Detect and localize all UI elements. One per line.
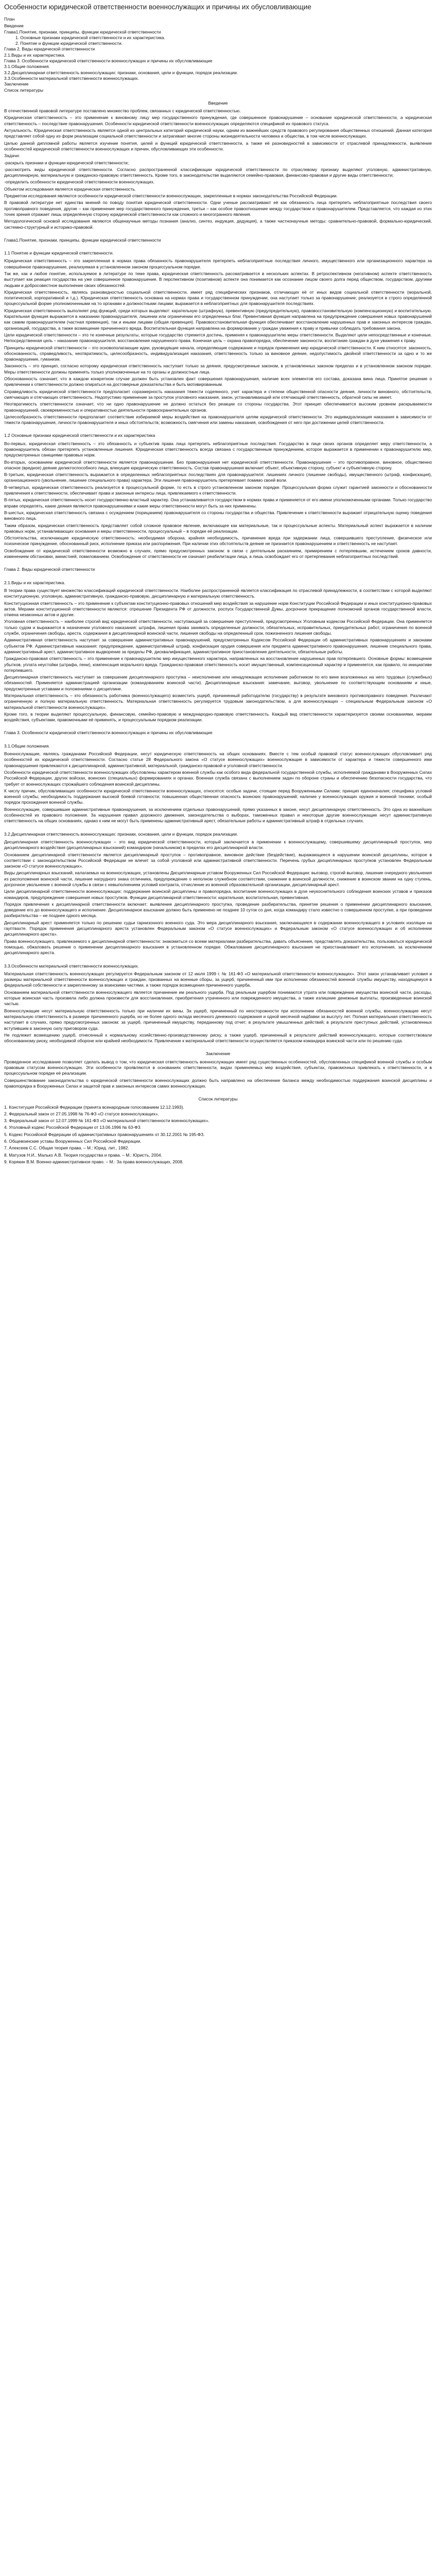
paragraph: К числу причин, обусловливающих особенности юридической ответственности военнослужащих, относятся: особые задачи, стоящие перед Вооруженными Силами; принцип единоначалия; специфика условий военной службы; необходимость поддержания высокой боевой готовности; повышенная общественная опасность воинских правонарушений; наличие у военнослужащих оружия и военной техники; особый порядок прохождения военной службы.: [4, 788, 432, 805]
section-title: 1.1 Понятие и функции юридической ответственности.: [4, 250, 114, 256]
paragraph: Конституционная ответственность – это применение к субъектам конституционно-правовых отношений мер воздействия за нарушение норм Конституции Российской Федерации и иных конституционно-правовых актов. Мерами конституционной ответственности являются: отрешение Президента РФ от должности, роспуск Государственной Думы, досрочное прекращение полномочий органов государственной власти, отмена незаконных актов и другие.: [4, 600, 432, 618]
document-title: Особенности юридической ответственности военнослужащих и причины их обусловливающие: [4, 3, 311, 11]
paragraph: Обстоятельства, исключающие юридическую ответственность: необходимая оборона, крайняя необходимость, причинение вреда при задержании лица, совершившего преступление, физическое или психическое принуждение, обоснованный риск, исполнение приказа или распоряжения. При наличии этих обстоятельств деяние не признается правонарушением и ответственность не наступает.: [4, 535, 432, 547]
paragraph: Неотвратимость ответственности означает, что ни одно правонарушение не должно остаться без реакции со стороны государства. Этот принцип обеспечивается высоким уровнем раскрываемости правонарушений, своевременностью и оперативностью деятельности правоохранительных органов.: [4, 401, 432, 413]
section: [4, 238, 432, 243]
paragraph: -раскрыть признаки и функции юридической ответственности;: [4, 160, 129, 165]
paragraph: Административная ответственность наступает за совершение административных правонарушений, предусмотренных Кодексом Российской Федерации об административных правонарушениях и законами субъектов РФ. Административные наказания: предупреждение, административный штраф, конфискация орудия совершения или предмета административного правонарушения, лишение специального права, административный арест, административное выдворение за пределы РФ, дисквалификация, административное приостановление деятельности, обязательные работы.: [4, 637, 432, 654]
paragraph: Целью данной дипломной работы является изучение понятия, целей и функций юридической ответственности, а также её разновидностей в зависимости от отраслевой принадлежности, выявление особенностей юридической ответственности военнослужащих и причин, обусловливающих эти особенности.: [4, 140, 432, 151]
toc-item: Глава1.Понятие, признаки, принципы, функции юридической ответственности: [4, 29, 161, 35]
paragraph: Во-первых, юридическая ответственность – это обязанность и субъектив права лица претерпеть неблагоприятные последствия. Государство в лице своих органов определяет меру ответственности, а правонарушитель обязан претерпеть установленные лишения. Юридическая ответственность всегда связана с государственным принуждением, которое выражается в применении к правонарушителю мер, предусмотренных санкциями правовых норм.: [4, 440, 432, 458]
paragraph: Законность – это принцип, согласно которому юридическая ответственность наступает только за деяния, предусмотренные законом, в установленных законом пределах и в установленном законом порядке. Меры ответственности должны применять только уполномоченные на то органы и должностные лица.: [4, 363, 432, 375]
paragraph: Порядок привлечения к дисциплинарной ответственности включает: выявление дисциплинарного проступка, проведение разбирательства, принятие решения о применении дисциплинарного взыскания, доведение его до военнослужащего и исполнение. Дисциплинарное взыскание должно быть применено не позднее 10 суток со дня, когда командиру стало известно о совершенном проступке, а при проведении разбирательства – не позднее одного месяца.: [4, 901, 432, 919]
section-title: 2.1.Виды и их характеристика.: [4, 580, 65, 585]
paragraph: Обоснованность означает, что в каждом конкретном случае должен быть установлен факт совершения правонарушения, наличие всех элементов его состава, доказана вина лица. Принятое решение о привлечении к ответственности должно опираться на достоверные доказательства и быть мотивированным.: [4, 376, 432, 387]
section-title: Глава 2. Виды юридической ответственности: [4, 567, 95, 572]
section: [4, 1051, 432, 1089]
section-title: 3.3.Особенности материальной ответственности военнослужащих.: [4, 963, 139, 969]
toc-item: 2. Понятие и функции юридической ответственности.: [15, 41, 123, 46]
paragraph: Особенности юридической ответственности военнослужащих обусловлены характером военной службы как особого вида федеральной государственной службы, исполняемой гражданами в Вооруженных Силах Российской Федерации, других войсках, воинских (специальных) формированиях и органах. Военная служба связана с выполнением задач по обороне страны и обеспечению безопасности государства, что требует от военнослужащих строжайшего соблюдения воинской дисциплины.: [4, 769, 432, 787]
toc-item: 3.3.Особенности материальной ответственности военнослужащих.: [4, 75, 139, 81]
section-title: 3.2.Дисциплинарная ответственность военнослужащих: признаки, основания, цели и функции, порядок реализации.: [4, 831, 238, 837]
paragraph: Гражданско-правовая ответственность – это применение к правонарушителю мер имущественного характера, направленных на восстановление нарушенных прав потерпевшего. Основные формы: возмещение убытков, уплата неустойки (штрафа, пени), компенсация морального вреда. Гражданско-правовая ответственность носит имущественный, компенсационный характер и применяется, как правило, по инициативе потерпевшего.: [4, 656, 432, 673]
paragraph: Материальная ответственность – это обязанность работника (военнослужащего) возместить ущерб, причиненный работодателю (государству) в результате виновного противоправного поведения. Различают ограниченную и полную материальную ответственность. Материальная ответственность регулируется трудовым законодательством, а для военнослужащих – специальным Федеральным законом «О материальной ответственности военнослужащих».: [4, 692, 432, 710]
paragraph: 3. Федеральный закон от 12.07.1999 № 161-ФЗ «О материальной ответственности военнослужащих».: [4, 1118, 210, 1124]
paragraph: Юридическая ответственность – это применение к виновному лицу мер государственного принуждения, где совершенное правонарушение – основание юридической ответственности, а юридическая ответственность – последствие правонарушения. Особенности юридической ответственности военнослужащих определяются спецификой их правового статуса.: [4, 115, 432, 126]
section: [4, 963, 432, 1044]
section: [4, 433, 432, 560]
paragraph: Основанием дисциплинарной ответственности является дисциплинарный проступок – противоправное, виновное действие (бездействие), выражающееся в нарушении воинской дисциплины, которое в соответствии с законодательством Российской Федерации не влечет за собой уголовной или административной ответственности. Перечень грубых дисциплинарных проступков установлен Федеральным законом «О статусе военнослужащих».: [4, 852, 432, 869]
paragraph: Задачи:: [4, 153, 20, 159]
toc-item: Глава 3. Особенности юридической ответственности военнослужащих и причины их обусловливающие: [4, 58, 213, 64]
paragraph: Юридическая ответственность – это закрепленная в нормах права обязанность правонарушителя претерпеть неблагоприятные последствия личного, имущественного или организационного характера за совершённое правонарушение, реализуемая в установленном законом процессуальном порядке.: [4, 258, 432, 269]
section: [4, 250, 432, 426]
toc-item: 3.2.Дисциплинарная ответственность военнослужащих: признаки, основания, цели и функции, порядок реализации.: [4, 70, 238, 75]
paragraph: Цели юридической ответственности – это те конечные результаты, которые государство стремится достичь, применяя к правонарушителю меры ответственности. Выделяют цели непосредственные и конечные. Непосредственная цель – наказание правонарушителя, восстановление нарушенного права. Конечная цель – охрана правопорядка, обеспечение законности, воспитание граждан в духе уважения к праву.: [4, 332, 432, 344]
paragraph: Кроме того, в теории выделяют процессуальную, финансовую, семейно-правовую и международно-правовую ответственность. Каждый вид ответственности характеризуется своими основаниями, мерами воздействия, субъектами, правомочными её применять, и процессуальным порядком реализации.: [4, 711, 432, 723]
paragraph: Актуальность. Юридическая ответственность является одной из центральных категорий юридической науки, одним из важнейших средств правового регулирования общественных отношений. Данная категория представляет собой одну из форм реализации социальной ответственности и затрагивает многие стороны жизнедеятельности человека и общества, в том числе военнослужащих.: [4, 128, 432, 139]
paragraph: Дисциплинарная ответственность военнослужащих – это вид юридической ответственности, который заключается в применении к военнослужащему, совершившему дисциплинарный проступок, мер дисциплинарного воздействия (дисциплинарных взысканий) командиром (начальником) в пределах его дисциплинарной власти.: [4, 839, 432, 851]
paragraph: Военнослужащие, являясь гражданами Российской Федерации, несут юридическую ответственность на общих основаниях. Вместе с тем особый правовой статус военнослужащих обусловливает ряд особенностей их юридической ответственности. Согласно статье 28 Федерального закона «О статусе военнослужащих» военнослужащие в зависимости от характера и тяжести совершенного ими правонарушения привлекаются к дисциплинарной, административной, материальной, гражданско-правовой и уголовной ответственности.: [4, 751, 432, 768]
section-title: Глава1.Понятие, признаки, принципы, функции юридической ответственности: [4, 237, 161, 243]
paragraph: Объектом исследования является юридическая ответственность.: [4, 186, 136, 192]
section-title: Глава 3. Особенности юридической ответственности военнослужащих и причины их обусловливающие: [4, 730, 213, 736]
section-title: 1.2 Основные признаки юридической ответственности и их характеристика: [4, 433, 155, 438]
toc-item: 2.1.Виды и их характеристика.: [4, 52, 65, 58]
paragraph: Проведенное исследование позволяет сделать вывод о том, что юридическая ответственность военнослужащих имеет ряд существенных особенностей, обусловленных спецификой военной службы и особым правовым статусом военнослужащих. Эти особенности проявляются в основаниях ответственности, видах применяемых мер воздействия, субъектах, правомочных привлекать к ответственности, и в процессуальном порядке её реализации.: [4, 1059, 432, 1076]
paragraph: Таким образом, юридическая ответственность представляет собой сложное правовое явление, включающее как материальные, так и процессуальные аспекты. Материальный аспект выражается в наличии правовых норм, устанавливающих основания и меры ответственности, процессуальный – в порядке её реализации.: [4, 522, 432, 534]
paragraph: Дисциплинарный арест применяется только по решению судьи гарнизонного военного суда. Это мера дисциплинарного взыскания, заключающаяся в содержании военнослужащего в условиях изоляции на гауптвахте. Порядок применения дисциплинарного ареста установлен Федеральным законом «О статусе военнослужащих» и Федеральным законом «О статусе военнослужащих и об исполнении дисциплинарного ареста».: [4, 920, 432, 937]
section-title: Заключение: [205, 1051, 231, 1057]
paragraph: В правовой литературе нет единства мнений по поводу понятия юридической ответственности. Одни ученые рассматривают её как обязанность лица претерпеть неблагоприятные последствия своего противоправного поведения, другие – как применение мер государственного принуждения, третьи – как особое правоотношение между государством и правонарушителем. Представляется, что каждая из этих точек зрения отражает лишь определённую сторону юридической ответственности как сложного и многогранного явления.: [4, 200, 432, 217]
toc-item: 3.1.Общие положения.: [4, 64, 50, 70]
section: [4, 832, 432, 956]
paragraph: Юридическая ответственность выполняет ряд функций, среди которых выделяют: карательную (штрафную), превентивную (предупредительную), правовосстановительную (компенсационную) и воспитательную. Карательная функция выражается в наказании правонарушителя, лишении или ограничении его определенных благ. Превентивная функция направлена на предупреждение совершения новых правонарушений как самим правонарушителем (частная превенция), так и иными лицами (общая превенция). Правовосстановительная функция обеспечивает восстановление нарушенных прав и законных интересов граждан, организаций, государства, а также возмещение причиненного вреда. Воспитательная функция направлена на формирование у граждан уважения к праву и привычки соблюдать требования закона.: [4, 308, 432, 331]
paragraph: 2. Федеральный закон от 27.05.1998 № 76-ФЗ «О статусе военнослужащих».: [4, 1111, 159, 1116]
paragraph: 1. Конституция Российской Федерации (принята всенародным голосованием 12.12.1993).: [4, 1104, 184, 1110]
paragraph: 5. Кодекс Российской Федерации об административных правонарушениях от 30.12.2001 № 195-ФЗ.: [4, 1131, 205, 1137]
section: [4, 730, 432, 736]
table-of-contents: [4, 16, 432, 93]
paragraph: 7. Алексеев С.С. Общая теория права. – М.: Юрид. лит., 1982.: [4, 1145, 129, 1151]
paragraph: В теории права существует множество классификаций юридической ответственности. Наиболее распространенной является классификация по отраслевой принадлежности, в соответствии с которой выделяют конституционную, уголовную, административную, гражданско-правовую, дисциплинарную и материальную ответственность.: [4, 587, 432, 599]
paragraph: Не подлежит возмещению ущерб, отнесенный к нормальному хозяйственно-производственному риску, а также ущерб, причиненный в результате действий военнослужащего, которые соответствовали обоснованному риску, необходимой обороне или крайней необходимости. Привлечение к материальной ответственности осуществляется приказом командира воинской части или по решению суда.: [4, 1032, 432, 1044]
paragraph: В-шестых, юридическая ответственность связана с осуждением (порицанием) правонарушителя со стороны государства и общества. Привлечение к ответственности выражает отрицательную оценку поведения виновного лица.: [4, 510, 432, 521]
toc-item: 1. Основные признаки юридической ответственности и их характеристика.: [15, 35, 165, 40]
paragraph: Предметом исследования являются особенности юридической ответственности военнослужащих, закрепленные в нормах законодательства Российской Федерации.: [4, 193, 338, 199]
paragraph: 6. Общевоинские уставы Вооруженных Сил Российской Федерации.: [4, 1138, 142, 1144]
section: [4, 100, 432, 230]
paragraph: 4. Уголовный кодекс Российской Федерации от 13.06.1996 № 63-ФЗ.: [4, 1125, 142, 1130]
paragraph: Методологической основой исследования являются общенаучные методы познания (анализ, синтез, индукция, дедукция), а также частнонаучные методы: сравнительно-правовой, формально-юридический, системно-структурный и историко-правовой.: [4, 218, 432, 230]
document-body: [4, 100, 432, 1165]
section-title: 3.1.Общие положения.: [4, 743, 50, 749]
paragraph: Права военнослужащего, привлекаемого к дисциплинарной ответственности: знакомиться со всеми материалами разбирательства, давать объяснения, представлять доказательства, пользоваться юридической помощью, обжаловать решение о применении дисциплинарного взыскания в установленном порядке. Обжалование дисциплинарного взыскания не приостанавливает его исполнения, за исключением дисциплинарного ареста.: [4, 938, 432, 956]
paragraph: Цели дисциплинарной ответственности военнослужащих: поддержание воинской дисциплины и правопорядка, воспитание военнослужащих в духе неукоснительного соблюдения воинских уставов и приказов командиров, предупреждение совершения новых проступков. Функции дисциплинарной ответственности: карательная, воспитательная, превентивная.: [4, 889, 432, 900]
paragraph: Принципы юридической ответственности – это основополагающие идеи, руководящие начала, определяющие содержание и порядок применения мер юридической ответственности. К ним относятся: законность, обоснованность, справедливость, неотвратимость, целесообразность, индивидуализация наказания, ответственность только за виновное деяние, недопустимость двойной ответственности за одно и то же правонарушение, гуманизм.: [4, 345, 432, 362]
toc-item: Список литературы: [4, 87, 43, 93]
toc-heading: План: [4, 16, 15, 22]
paragraph: Освобождение от юридической ответственности возможно в случаях, прямо предусмотренных законом: в связи с деятельным раскаянием, примирением с потерпевшим, истечением сроков давности, изменением обстановки, амнистией, помилованием. Освобождение от ответственности не означает реабилитации лица, а лишь освобождает его от претерпевания неблагоприятных последствий.: [4, 548, 432, 560]
paragraph: Основанием материальной ответственности военнослужащего является причинение им реального ущерба. Под реальным ущербом понимаются утрата или повреждение имущества воинской части, расходы, которые воинская часть произвела либо должна произвести для восстановления, приобретения утраченного или поврежденного имущества, а также излишние денежные выплаты, произведенные воинской частью.: [4, 989, 432, 1007]
paragraph: Во-вторых, основанием юридической ответственности является правонарушение. Без правонарушения нет юридической ответственности. Правонарушение – это противоправное, виновное, общественно опасное (вредное) деяние деликтоспособного лица, влекущее юридическую ответственность. Состав правонарушения включает объект, объективную сторону, субъект и субъективную сторону.: [4, 459, 432, 470]
paragraph: -определить особенности юридической ответственности военнослужащих.: [4, 179, 155, 185]
document-page: [0, 0, 436, 1171]
paragraph: Материальная ответственность военнослужащих регулируется Федеральным законом от 12 июля 1999 г. № 161-ФЗ «О материальной ответственности военнослужащих». Этот закон устанавливает условия и размеры материальной ответственности военнослужащих и граждан, призванных на военные сборы, за ущерб, причиненный ими при исполнении обязанностей военной службы имуществу, находящемуся в федеральной собственности и закрепленному за воинскими частями, а также порядок возмещения причиненного ущерба.: [4, 971, 432, 988]
paragraph: Справедливость юридической ответственности предполагает соразмерность наказания тяжести содеянного, учет характера и степени общественной опасности деяния, личности виновного, обстоятельств, смягчающих и отягчающих ответственность. Недопустимо применение за проступок уголовного наказания, закон, устанавливающий или отягчающий ответственность, обратной силы не имеет.: [4, 388, 432, 400]
paragraph: В отечественной правовой литературе поставлено множество проблем, связанных с юридической ответственностью.: [4, 108, 241, 114]
paragraph: Так же, как и любое понятие, используемое в литературе по теме права, юридическая ответственность рассматривается в нескольких аспектах. В ретроспективном (негативном) аспекте ответственность выступает как реакция государства на уже совершенное правонарушение. В перспективном (позитивном) аспекте она понимается как осознание лицом своего долга перед обществом, государством, другими людьми и добросовестное выполнение своих обязанностей.: [4, 270, 432, 288]
toc-item: Введение: [4, 23, 24, 29]
paragraph: 9. Корякин В.М. Военно-административное право. – М.: За права военнослужащих, 2008.: [4, 1159, 184, 1164]
paragraph: Уголовная ответственность – наиболее строгий вид юридической ответственности, наступающий за совершение преступлений, предусмотренных Уголовным кодексом Российской Федерации. Она применяется только судом и выражается в назначении уголовного наказания: штрафа, лишения права занимать определенные должности, обязательных, исправительных, принудительных работ, ограничения по военной службе, ограничения свободы, ареста, содержания в дисциплинарной воинской части, лишения свободы на определенный срок, пожизненного лишения свободы.: [4, 619, 432, 636]
paragraph: Виды дисциплинарных взысканий, налагаемых на военнослужащих, установлены Дисциплинарным уставом Вооруженных Сил Российской Федерации: выговор, строгий выговор, лишение очередного увольнения из расположения воинской части, лишение нагрудного знака отличника, предупреждение о неполном служебном соответствии, снижение в воинской должности, снижение в воинском звании на одну ступень, досрочное увольнение с военной службы в связи с невыполнением условий контракта, отчисление из военной образовательной организации, дисциплинарный арест.: [4, 870, 432, 887]
paragraph: В-четвертых, юридическая ответственность реализуется в процессуальной форме, то есть в строго установленном законом порядке. Процессуальная форма служит гарантией законности и обоснованности привлечения к ответственности, обеспечивает права и законные интересы лица, привлекаемого к ответственности.: [4, 484, 432, 496]
section: [4, 1096, 432, 1165]
section: [4, 580, 432, 723]
paragraph: 8. Матузов Н.И., Малько А.В. Теория государства и права. – М.: Юристъ, 2004.: [4, 1152, 162, 1158]
section: [4, 743, 432, 824]
section-title: Введение: [208, 100, 228, 106]
paragraph: Военнослужащие несут материальную ответственность только при наличии их вины. За ущерб, причиненный по неосторожности при исполнении обязанностей военной службы, военнослужащие несут материальную ответственность в размере причиненного ущерба, но не более одного оклада месячного денежного содержания и одной месячной надбавки за выслугу лет. Полная материальная ответственность наступает в случаях, прямо предусмотренных законом: за ущерб, причиненный имуществу, переданному под отчет; в результате умышленных действий; в результате преступных действий, установленных вступившим в законную силу приговором суда.: [4, 1008, 432, 1031]
paragraph: Целесообразность ответственности предполагает соответствие избираемой меры воздействия на правонарушителя целям юридической ответственности. Это индивидуализация наказания в зависимости от тяжести правонарушения, личности правонарушителя и иных обстоятельств; возможность смягчения или замены наказания, освобождения от него при достижении целей ответственности.: [4, 414, 432, 426]
paragraph: В-пятых, юридическая ответственность носит государственно-властный характер. Она устанавливается государством в нормах права и применяется от его имени уполномоченными органами. Только государство вправе определять, какие деяния являются правонарушениями и какие меры ответственности могут быть за них применены.: [4, 497, 432, 509]
paragraph: Военнослужащие, совершившие административные правонарушения, за исключением отдельных правонарушений, прямо указанных в законе, несут дисциплинарную ответственность. Это одна из важнейших особенностей их правового положения. За нарушения правил дорожного движения, законодательства о выборах, таможенных правил и некоторые другие военнослужащие несут административную ответственность на общих основаниях, однако к ним не могут быть применены административный арест, обязательные работы и административный штраф в отдельных случаях.: [4, 806, 432, 824]
paragraph: Совершенствование законодательства о юридической ответственности военнослужащих должно быть направлено на обеспечение баланса между необходимостью поддержания воинской дисциплины и правопорядка в Вооруженных Силах и защитой прав и законных интересов самих военнослужащих.: [4, 1077, 432, 1089]
toc-list: [4, 23, 432, 93]
paragraph: Дисциплинарная ответственность наступает за совершение дисциплинарного проступка – неисполнение или ненадлежащее исполнение работником по его вине возложенных на него трудовых (служебных) обязанностей. Применяется администрацией организации (командованием воинской части). Дисциплинарные взыскания: замечание, выговор, увольнение по соответствующим основаниям и иные, предусмотренные уставами и положениями о дисциплине.: [4, 674, 432, 691]
toc-item: Заключение: [4, 81, 29, 87]
paragraph: -рассмотреть виды юридической ответственности. Согласно распространенной классификации юридической ответственности по отраслевому признаку выделяют уголовную, административную, дисциплинарную, материальную и гражданско-правовую ответственность. Кроме того, в законодательстве выделяются семейно-правовая, финансово-правовая и другие виды ответственности;: [4, 166, 432, 178]
paragraph: Юридическая ответственность, являясь разновидностью социальной ответственности, имеет ряд специфических признаков, отличающих её от иных видов социальной ответственности (моральной, политической, корпоративной и т.д.). Юридическая ответственность основана на нормах права и государственном принуждении; она наступает только за правонарушение; реализуется в строго определенной процессуальной форме уполномоченными на то органами и должностными лицами; выражается в неблагоприятных для правонарушителя последствиях.: [4, 289, 432, 307]
section: [4, 567, 432, 572]
paragraph: В-третьих, юридическая ответственность выражается в определенных неблагоприятных последствиях для правонарушителя: лишениях личного (лишение свободы), имущественного (штраф, конфискация), организационного (увольнение, лишение специального права) характера. Эти лишения правонарушитель претерпевает помимо своей воли.: [4, 472, 432, 483]
section-title: Список литературы: [198, 1096, 238, 1102]
toc-item: Глава 2. Виды юридической ответственности: [4, 46, 95, 52]
